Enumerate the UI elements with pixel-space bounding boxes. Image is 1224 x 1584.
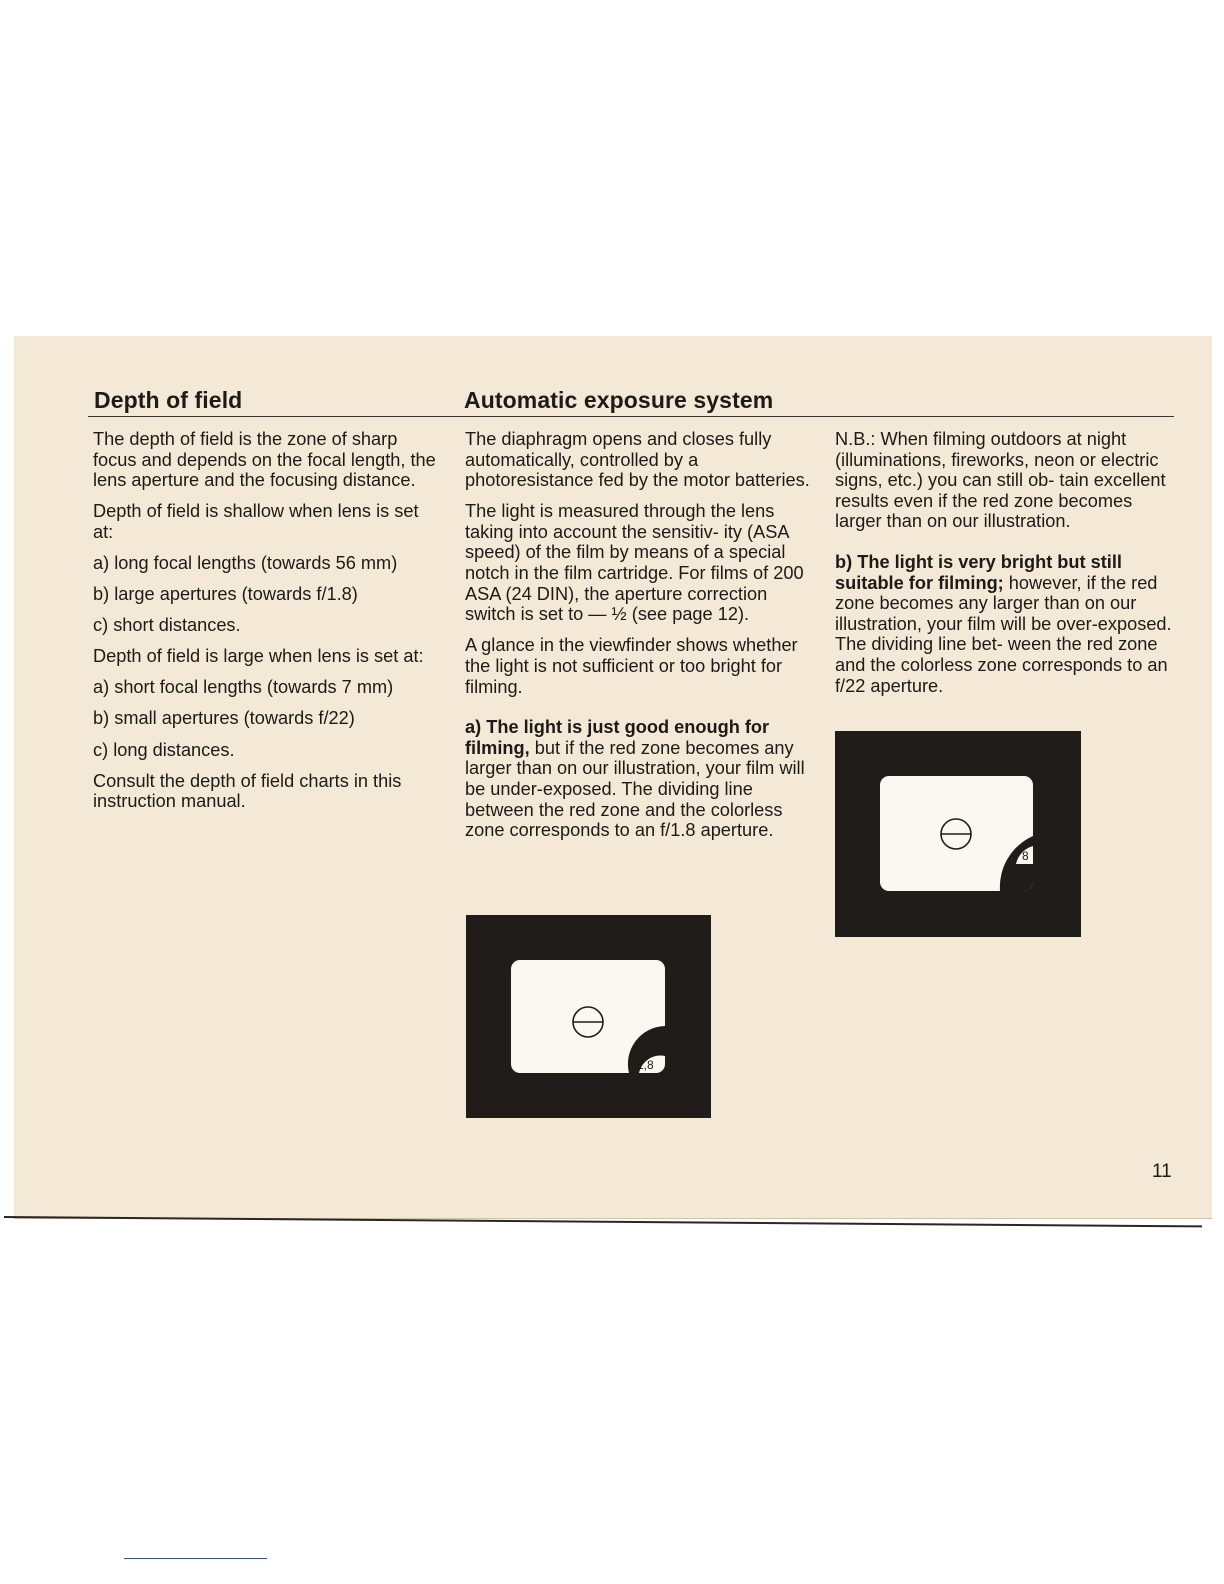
page-number: 11 [1152, 1161, 1172, 1182]
case-a-paragraph [465, 717, 810, 841]
heading-depth-of-field: Depth of field [94, 387, 243, 413]
paragraph: Consult the depth of field charts in this instruction manual. [93, 770, 402, 812]
list-item: b) small apertures (towards f/22) [93, 708, 355, 729]
case-b-text: however, if the red zone becomes any larger than on our illustration, your film will be over-exposed. The dividing line bet- ween the red zone and the colorless zone corresponds to an f/22 aperture. [835, 572, 1172, 696]
nb-paragraph: N.B.: When filming outdoors at night (illuminations, fireworks, neon or electric signs, etc.) you can still ob- tain excellent results even if the red zone becomes larger than on our illustration. [835, 429, 1166, 532]
viewfinder-figure-b [835, 731, 1081, 937]
heading-rule [88, 416, 1174, 417]
case-a-bold: a) The light is just good enough for filming, [465, 717, 770, 758]
paragraph: The depth of field is the zone of sharp focus and depends on the focal length, the lens aperture and the focusing distance. [93, 429, 436, 491]
list-item: c) short distances. [93, 615, 241, 636]
column-left [93, 429, 438, 822]
footer-line [124, 1558, 267, 1559]
viewfinder-figure-a [466, 915, 711, 1118]
aperture-label-b-top: 8 [1022, 849, 1029, 863]
case-b-bold: b) The light is very bright but still suitable for filming; [835, 551, 1122, 593]
list-item: a) short focal lengths (towards 7 mm) [93, 677, 394, 698]
paragraph: Depth of field is shallow when lens is set at: [93, 501, 419, 542]
case-b-paragraph [835, 552, 1177, 696]
column-middle [465, 429, 810, 851]
paragraph: A glance in the viewfinder shows whether the light is not sufficient or too bright for filming. [465, 635, 798, 697]
paragraph: The diaphragm opens and closes fully automatically, controlled by a photoresistance fed by the motor batteries. [465, 429, 810, 491]
viewfinder-screen [511, 960, 665, 1073]
paragraph: Depth of field is large when lens is set at: [93, 646, 424, 667]
column-right [835, 429, 1177, 707]
heading-automatic-exposure: Automatic exposure system [464, 387, 774, 413]
paragraph: The light is measured through the lens taking into account the sensitiv- ity (ASA speed) of the film by means of a special notch in the film cartridge. For films of 200 ASA (24 DIN), the aperture correction switch is set to — ½ (see page 12). [465, 501, 804, 625]
list-item: c) long distances. [93, 739, 235, 760]
aperture-label-b-bottom: 16 [1011, 862, 1025, 876]
list-item: b) large apertures (towards f/1.8) [93, 584, 358, 605]
list-item: a) long focal lengths (towards 56 mm) [93, 552, 398, 573]
viewfinder-illustration-a [511, 960, 665, 1073]
aperture-label-a: 1,8 [637, 1058, 654, 1072]
case-a-text: but if the red zone becomes any larger than on our illustration, your film will be under-exposed. The dividing line between the red zone and the colorless zone corresponds to an f/1.8 aperture. [465, 737, 805, 841]
